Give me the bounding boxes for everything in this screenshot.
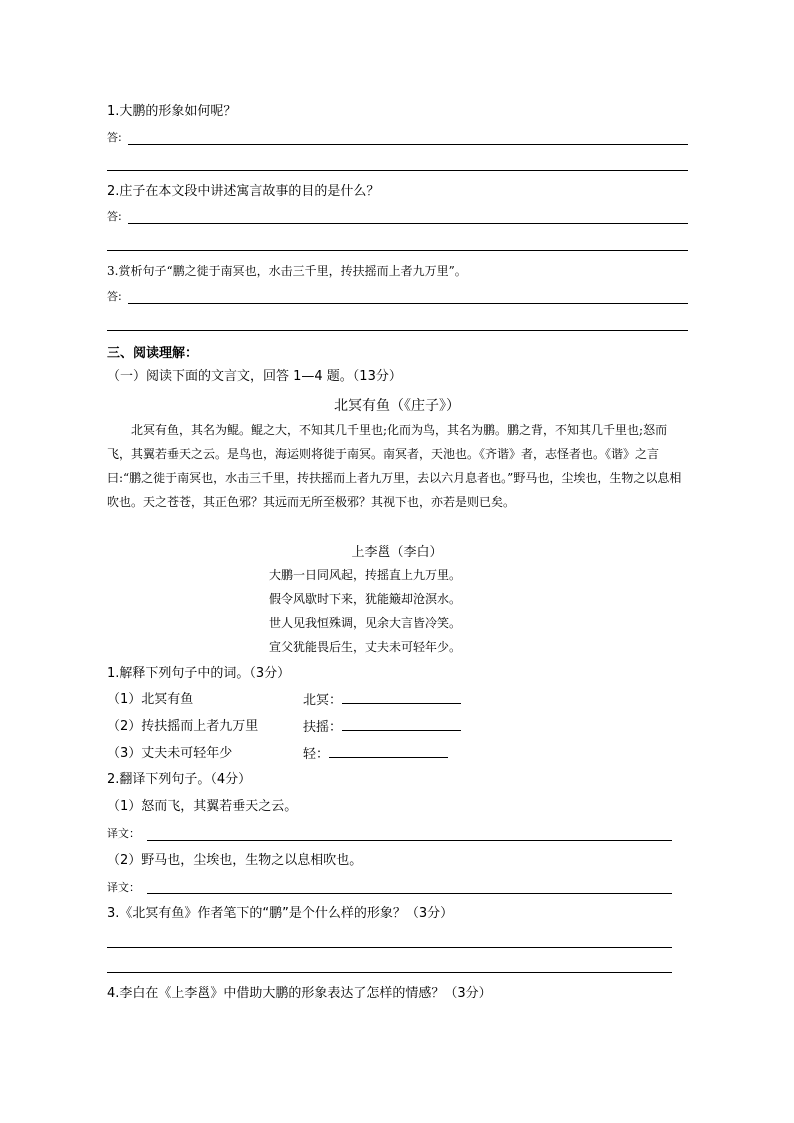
answer-line[interactable] [107, 170, 688, 171]
question-2: 2.庄子在本文段中讲述寓言故事的目的是什么？ [107, 184, 380, 199]
q2-sentence-2: （2）野马也，尘埃也，生物之以息相吹也。 [107, 853, 363, 868]
q4-prompt: 4.李白在《上李邕》中借助大鹏的形象表达了怎样的情感？（3分） [107, 986, 492, 1001]
blank-field[interactable] [329, 745, 448, 758]
answer-line[interactable] [128, 144, 688, 145]
q1-prompt: 1.解释下列句子中的词。（3分） [107, 666, 291, 681]
question-3: 3.赏析句子“鹏之徙于南冥也，水击三千里，抟扶摇而上者九万里”。 [107, 264, 467, 278]
q1-word-label: 北冥： [303, 693, 343, 708]
answer-line[interactable] [107, 250, 688, 251]
answer-label: 答: [107, 131, 122, 144]
passage-1-body [107, 418, 688, 514]
poem [269, 563, 461, 659]
q2-sentence-1: （1）怒而飞，其翼若垂天之云。 [107, 799, 298, 814]
q1-word [303, 745, 448, 764]
answer-label: 答: [107, 210, 122, 223]
section-instruction: （一）阅读下面的文言文，回答 1—4 题。（13分） [107, 369, 402, 384]
translation-label: 译文： [107, 827, 140, 840]
q1-sentence: （1）北冥有鱼 [107, 692, 194, 707]
blank-field[interactable] [342, 718, 461, 731]
answer-line[interactable] [107, 947, 672, 948]
q2-prompt: 2.翻译下列句子。（4分） [107, 772, 252, 787]
poem-line: 宣父犹能畏后生，丈夫未可轻年少。 [269, 640, 462, 654]
q1-sentence: （3）丈夫未可轻年少 [107, 746, 233, 761]
answer-line[interactable] [128, 303, 688, 304]
answer-line[interactable] [128, 223, 688, 224]
q1-word [303, 691, 461, 710]
answer-label: 答: [107, 290, 122, 303]
poem-line: 世人见我恒殊调，见余大言皆冷笑。 [269, 616, 462, 630]
passage-1-title: 北冥有鱼（《庄子》） [334, 398, 460, 414]
q1-word-label: 轻： [303, 747, 330, 762]
translation-line[interactable] [147, 840, 672, 841]
passage-1-text: 北冥有鱼，其名为鲲。鲲之大，不知其几千里也;化而为鸟，其名为鹏。鹏之背，不知其几千里也;怒而飞，其翼若垂天之云。是鸟也，海运则将徙于南冥。南冥者，天池也。《齐谐》者，志怪者也。《谐》之言曰:“鹏之徙于南冥也，水击三千里，抟扶摇而上者九万里，去以六月息者也。”野马也，尘埃也，生物之以息相吹也。天之苍苍，其正色邪？其远而无所至极邪？其视下也，亦若是则已矣。 [107, 423, 682, 509]
answer-line[interactable] [107, 330, 688, 331]
answer-line[interactable] [107, 972, 672, 973]
q3-prompt: 3.《北冥有鱼》作者笔下的“鹏”是个什么样的形象？（3分） [107, 906, 454, 921]
translation-label: 译文： [107, 881, 140, 894]
question-1: 1.大鹏的形象如何呢？ [107, 104, 237, 119]
q1-word-label: 扶摇： [303, 720, 343, 735]
q1-sentence: （2）抟扶摇而上者九万里 [107, 719, 259, 734]
blank-field[interactable] [342, 691, 461, 704]
translation-line[interactable] [147, 893, 672, 894]
section-heading: 三、阅读理解： [107, 346, 199, 361]
poem-line: 大鹏一日同风起，抟摇直上九万里。 [269, 568, 462, 582]
passage-2-title: 上李邕（李白） [351, 545, 443, 560]
poem-line: 假令风歇时下来，犹能簸却沧溟水。 [269, 592, 462, 606]
q1-word [303, 718, 461, 737]
